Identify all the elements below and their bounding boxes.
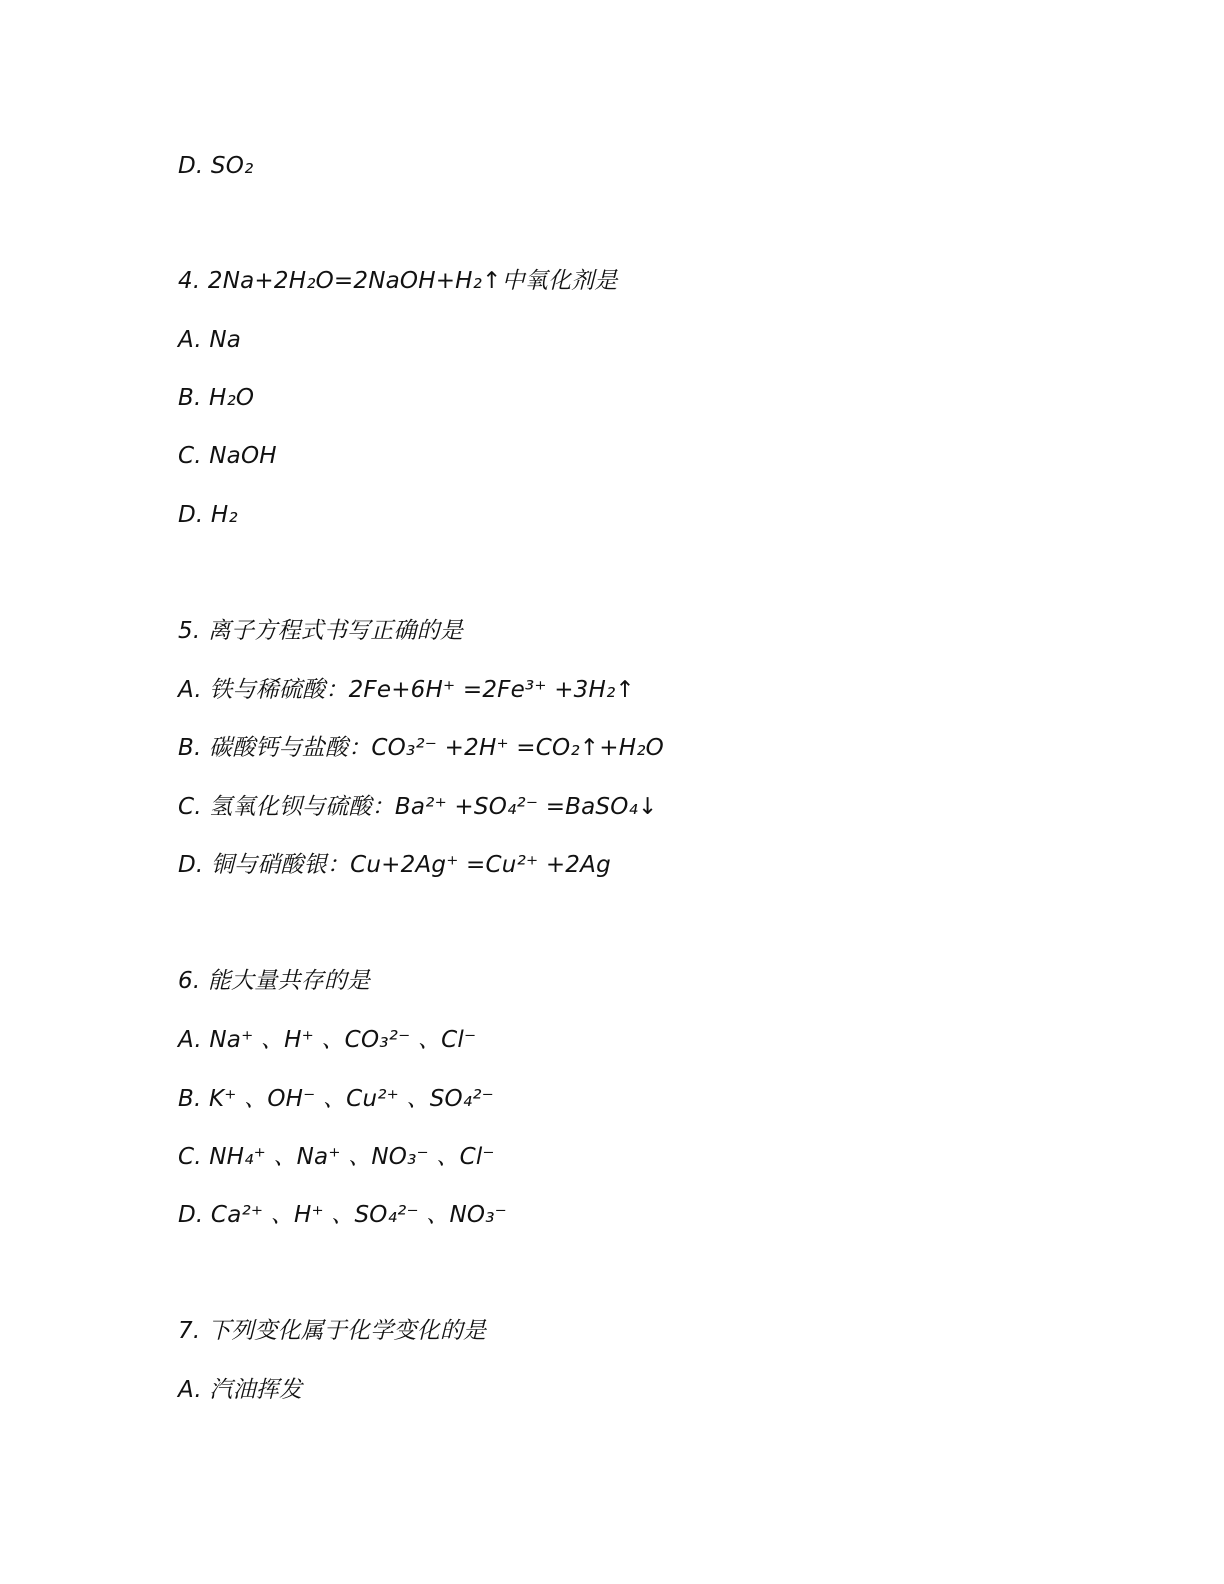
question-5: 5. 离子方程式书写正确的是 <box>178 618 464 644</box>
option-4d: D. H₂ <box>178 502 238 528</box>
option-6c: C. NH₄⁺ 、Na⁺ 、NO₃⁻ 、Cl⁻ <box>178 1144 495 1170</box>
option-6d: D. Ca²⁺ 、H⁺ 、SO₄²⁻ 、NO₃⁻ <box>178 1202 507 1228</box>
option-4a: A. Na <box>178 327 242 353</box>
option-3d: D. SO₂ <box>178 153 254 179</box>
option-5a: A. 铁与稀硫酸：2Fe+6H⁺ =2Fe³⁺ +3H₂↑ <box>178 677 635 703</box>
option-5c: C. 氢氧化钡与硫酸：Ba²⁺ +SO₄²⁻ =BaSO₄↓ <box>178 794 658 820</box>
option-6a: A. Na⁺ 、H⁺ 、CO₃²⁻ 、Cl⁻ <box>178 1027 477 1053</box>
option-7a: A. 汽油挥发 <box>178 1377 303 1403</box>
option-5b: B. 碳酸钙与盐酸：CO₃²⁻ +2H⁺ =CO₂↑+H₂O <box>178 735 664 761</box>
question-4: 4. 2Na+2H₂O=2NaOH+H₂↑中氧化剂是 <box>178 268 618 294</box>
option-4c: C. NaOH <box>178 443 277 469</box>
option-6b: B. K⁺ 、OH⁻ 、Cu²⁺ 、SO₄²⁻ <box>178 1086 494 1112</box>
question-6: 6. 能大量共存的是 <box>178 968 371 994</box>
option-4b: B. H₂O <box>178 385 255 411</box>
option-5d: D. 铜与硝酸银：Cu+2Ag⁺ =Cu²⁺ +2Ag <box>178 852 611 878</box>
question-7: 7. 下列变化属于化学变化的是 <box>178 1318 487 1344</box>
